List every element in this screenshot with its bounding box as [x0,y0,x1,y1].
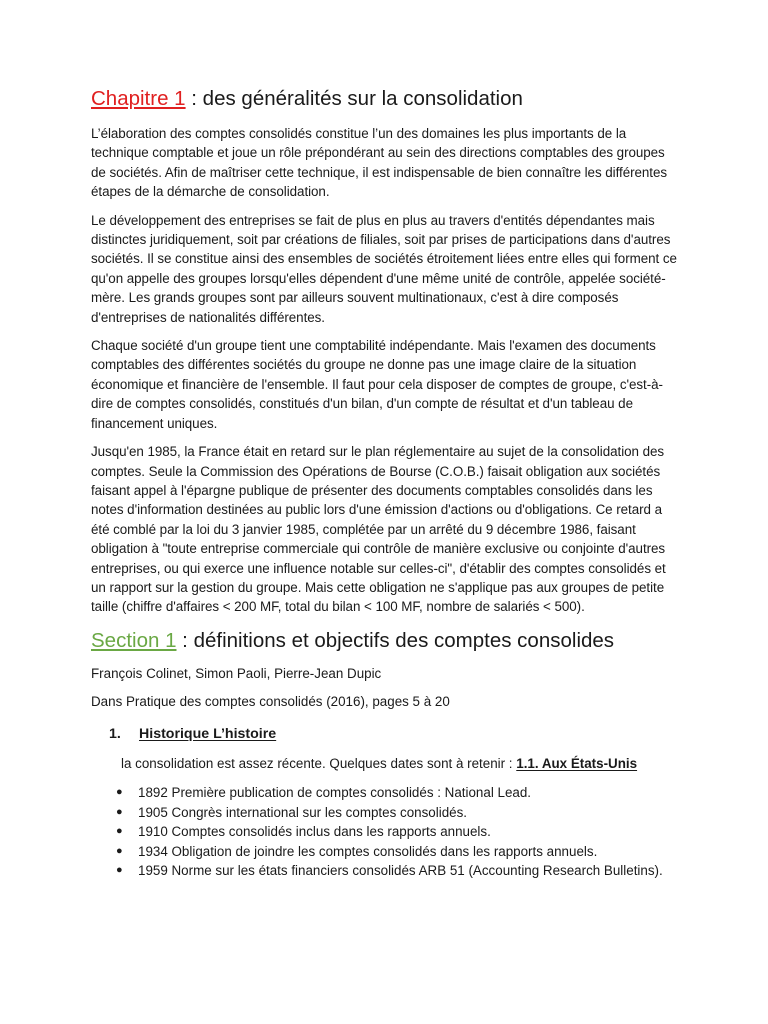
subsection-number: 1. [109,725,121,742]
bullet-icon: ● [116,825,123,838]
subsection-intro [121,754,682,773]
subsection-heading [109,724,682,744]
list-item-text: 1910 Comptes consolidés inclus dans les rapports annuels. [138,824,491,840]
paragraph-intro: L’élaboration des comptes consolidés constitue l’un des domaines les plus importants de la technique comptable et joue un rôle prépondérant au sein des directions comptables des groupes de sociétés. Afin de maîtriser cette technique, il est indispensable de bien connaître les différentes étapes de la démarche de consolidation. [91,126,668,200]
section-title [91,626,682,656]
section-source: Dans Pratique des comptes consolidés (2016), pages 5 à 20 [91,694,450,710]
bullet-icon: ● [116,864,123,877]
dates-list [91,783,682,881]
list-item [113,842,682,862]
section-label: Section 1 [91,628,177,652]
bullet-icon: ● [116,844,123,857]
bullet-icon: ● [116,805,123,818]
list-item-text: 1959 Norme sur les états financiers consolidés ARB 51 (Accounting Research Bulletins). [138,863,663,879]
list-item-text: 1892 Première publication de comptes consolidés : National Lead. [138,784,532,800]
paragraph-group-accounts: Chaque société d'un groupe tient une comptabilité indépendante. Mais l'examen des documents comptables des différentes sociétés du groupe ne donne pas une image claire de la situation économique et financière de l'ensemble. Il faut pour cela disposer de comptes de groupe, c'est-à-dire de comptes consolidés, constitués d'un bilan, d'un compte de résultat et d'un tableau de financement uniques. [91,338,663,431]
subsection-subheading: 1.1. Aux États-Unis [516,755,638,771]
list-item [113,822,682,842]
subsection-intro-text: la consolidation est assez récente. Quelques dates sont à retenir : [121,755,517,771]
bullet-icon: ● [116,785,123,798]
list-item-text: 1905 Congrès international sur les comptes consolidés. [138,804,467,820]
list-item-text: 1934 Obligation de joindre les comptes consolidés dans les rapports annuels. [138,843,598,859]
list-item [113,803,682,823]
chapter-label: Chapitre 1 [91,87,186,110]
list-item [113,783,682,803]
paragraph-development: Le développement des entreprises se fait de plus en plus au travers d'entités dépendantes mais distinctes juridiquement, soit par créations de filiales, soit par prises de participations dans d'autres sociétés. Il se constitue ainsi des ensembles de sociétés étroitement liées entre elles qui forment ce qu'on appelle des groupes lorsqu'elles dépendent d'une même unité de contrôle, appelée société-mère. Les grands groupes sont par ailleurs souvent multinationaux, c'est à dire composés d'entreprises de nationalités différentes. [91,212,677,325]
section-title-text: : définitions et objectifs des comptes consolides [176,628,615,652]
list-item [113,861,682,881]
chapter-title-text: : des généralités sur la consolidation [185,87,523,110]
subsection-heading-text: Historique L’histoire [139,725,277,742]
section-authors: François Colinet, Simon Paoli, Pierre-Jean Dupic [91,665,382,681]
paragraph-regulation: Jusqu'en 1985, la France était en retard sur le plan réglementaire au sujet de la consolidation des comptes. Seule la Commission des Opérations de Bourse (C.O.B.) faisait obligation aux sociétés faisant appel à l'épargne publique de présenter des documents comptables consolidés dans les notes d'information destinées au public lors d'une émission d'actions ou d'obligations. Ce retard a été comblé par la loi du 3 janvier 1985, complétée par un arrêté du 9 décembre 1986, faisant obligation à "toute entreprise commerciale qui contrôle de manière exclusive ou conjointe d'autres entreprises, ou qui exerce une influence notable sur celles-ci", d'établir des comptes consolidés et un rapport sur la gestion du groupe. Mais cette obligation ne s'applique pas aux groupes de petite taille (chiffre d'affaires < 200 MF, total du bilan < 100 MF, nombre de salariés < 500). [91,444,666,615]
chapter-title [91,84,682,114]
